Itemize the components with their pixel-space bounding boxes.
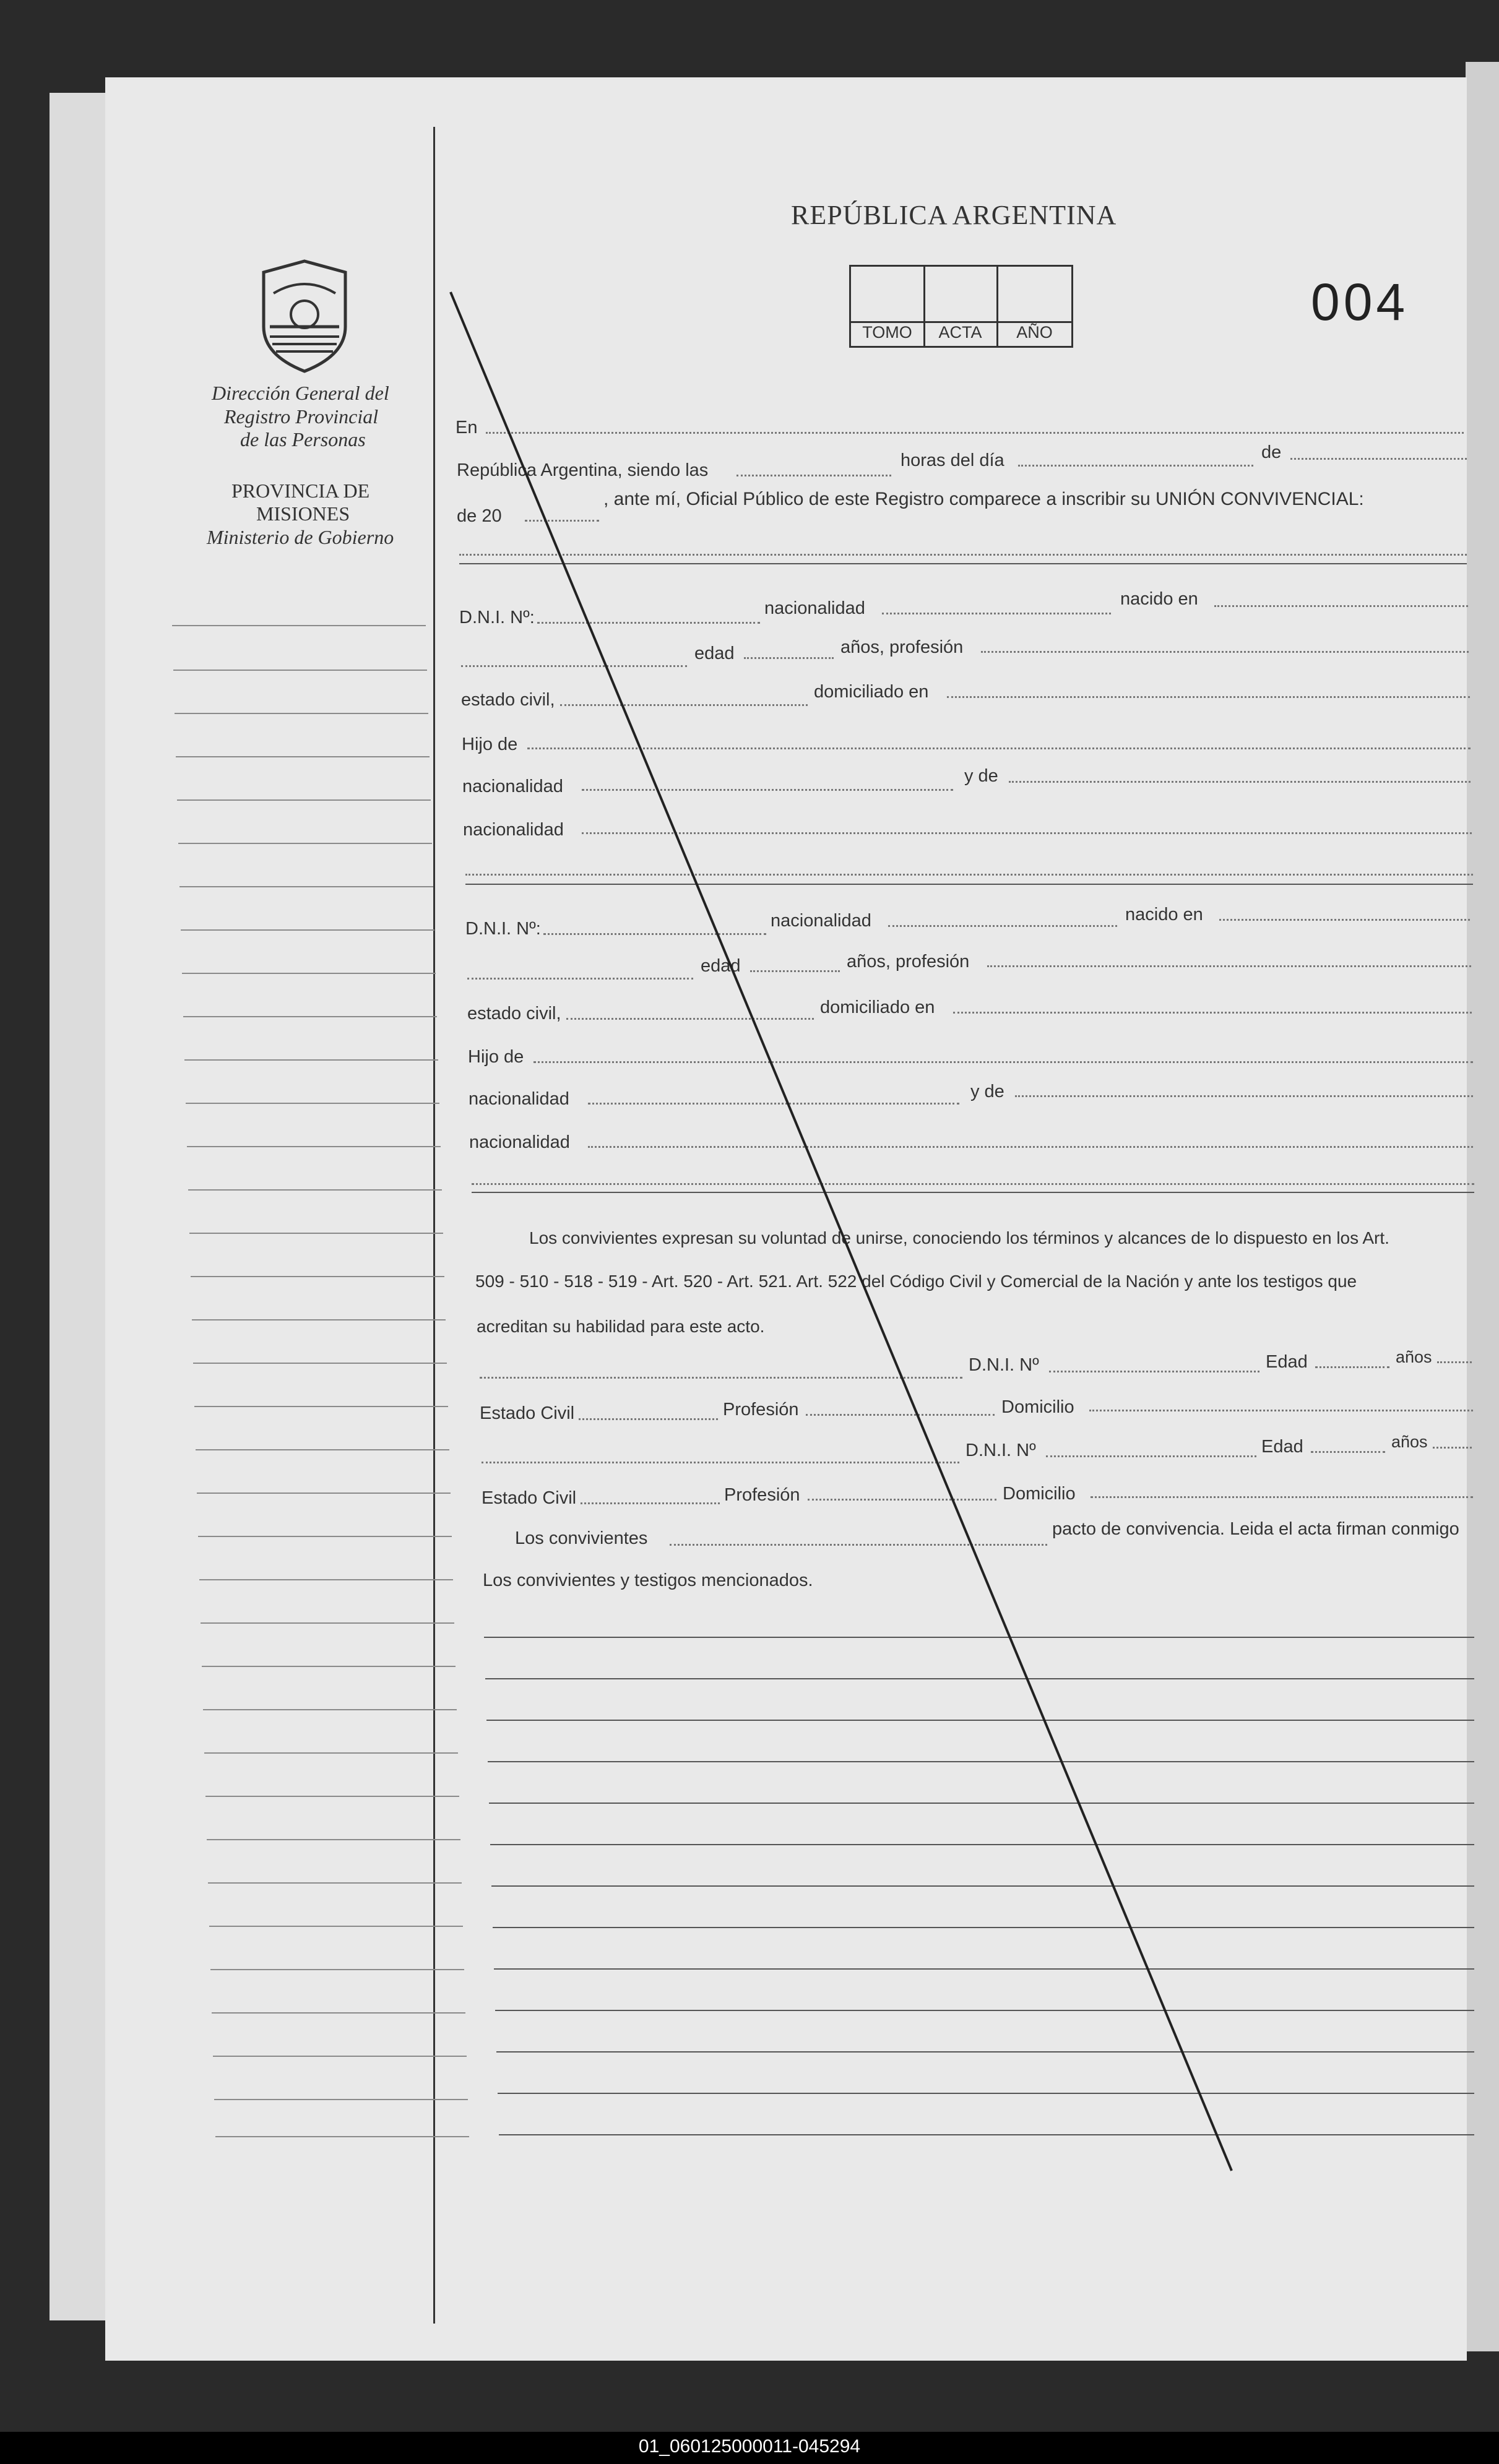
intro-line2-c: de (1261, 442, 1282, 462)
intro-en-label: En (456, 418, 478, 437)
acta-label: ACTA (938, 323, 982, 342)
p1-estado-label: estado civil, (461, 690, 555, 710)
province-line2: MISIONES (256, 502, 350, 525)
p2-profesion-label: años, profesión (847, 952, 970, 971)
intro-line2-a: República Argentina, siendo las (457, 460, 709, 480)
p2-nac-madre-label: nacionalidad (469, 1132, 570, 1152)
p1-nac-madre-label: nacionalidad (463, 820, 564, 840)
w1-domicilio-label: Domicilio (1001, 1397, 1074, 1417)
p2-estado-label: estado civil, (467, 1004, 561, 1023)
document-id: 01_060125000011-045294 (638, 2436, 861, 2457)
w2-profesion-label: Profesión (724, 1485, 800, 1505)
declaration-line1: Los convivientes expresan su voluntad de unirse, conociendo los términos y alcances de lo dispuesto en los Art. (529, 1228, 1389, 1247)
ministry-line: Ministerio de Gobierno (207, 526, 394, 548)
intro-line2-b: horas del día (901, 450, 1004, 470)
closing-line1-b: pacto de convivencia. Leida el acta firman conmigo (1052, 1519, 1459, 1539)
p2-nac-padre-label: nacionalidad (469, 1089, 569, 1109)
agency-line1: Dirección General del (212, 382, 389, 404)
p1-profesion-label: años, profesión (840, 637, 964, 657)
w1-dni-label: D.N.I. Nº (969, 1355, 1039, 1375)
ano-label: AÑO (1016, 323, 1053, 342)
agency-line2: Registro Provincial (224, 405, 379, 428)
p2-yde-label: y de (970, 1082, 1004, 1101)
closing-line2: Los convivientes y testigos mencionados. (483, 1570, 813, 1590)
p2-hijo-label: Hijo de (468, 1047, 524, 1067)
p1-hijo-label: Hijo de (462, 734, 518, 754)
p1-yde-label: y de (964, 766, 998, 786)
closing-line1-a: Los convivientes (515, 1528, 648, 1548)
w2-edad-label: Edad (1261, 1437, 1303, 1457)
intro-line3-a: de 20 (457, 506, 502, 526)
p1-edad-label: edad (694, 644, 735, 663)
declaration-line3: acreditan su habilidad para este acto. (477, 1317, 765, 1336)
w2-anos-label: años (1391, 1432, 1428, 1451)
p1-domicilio-label: domiciliado en (814, 682, 929, 702)
p1-nacido-label: nacido en (1120, 589, 1198, 609)
w2-dni-label: D.N.I. Nº (965, 1441, 1036, 1460)
p2-nacido-label: nacido en (1125, 905, 1203, 924)
p2-edad-label: edad (701, 956, 741, 976)
w1-profesion-label: Profesión (723, 1400, 799, 1419)
p1-dni-label: D.N.I. Nº: (459, 608, 535, 627)
intro-line3-b: , ante mí, Oficial Público de este Registro comparece a inscribir su UNIÓN CONVIVENCIAL: (603, 489, 1364, 509)
agency-line3: de las Personas (240, 428, 366, 450)
w2-domicilio-label: Domicilio (1003, 1484, 1076, 1504)
w1-edad-label: Edad (1266, 1352, 1308, 1372)
declaration-line2: 509 - 510 - 518 - 519 - Art. 520 - Art. 521. Art. 522 del Código Civil y Comercial de la Nación y ante los testigos que (475, 1272, 1357, 1291)
record-number: 004 (1311, 273, 1409, 331)
country-title: REPÚBLICA ARGENTINA (791, 200, 1117, 230)
w1-estado-label: Estado Civil (480, 1403, 575, 1423)
p2-nacionalidad-label: nacionalidad (771, 911, 871, 931)
w2-estado-label: Estado Civil (482, 1488, 577, 1508)
p1-nac-padre-label: nacionalidad (462, 777, 563, 796)
province-line1: PROVINCIA DE (231, 480, 370, 502)
tomo-label: TOMO (862, 323, 912, 342)
w1-anos-label: años (1396, 1348, 1432, 1366)
p2-domicilio-label: domiciliado en (820, 997, 935, 1017)
p1-nacionalidad-label: nacionalidad (764, 598, 865, 618)
p2-dni-label: D.N.I. Nº: (465, 919, 541, 939)
